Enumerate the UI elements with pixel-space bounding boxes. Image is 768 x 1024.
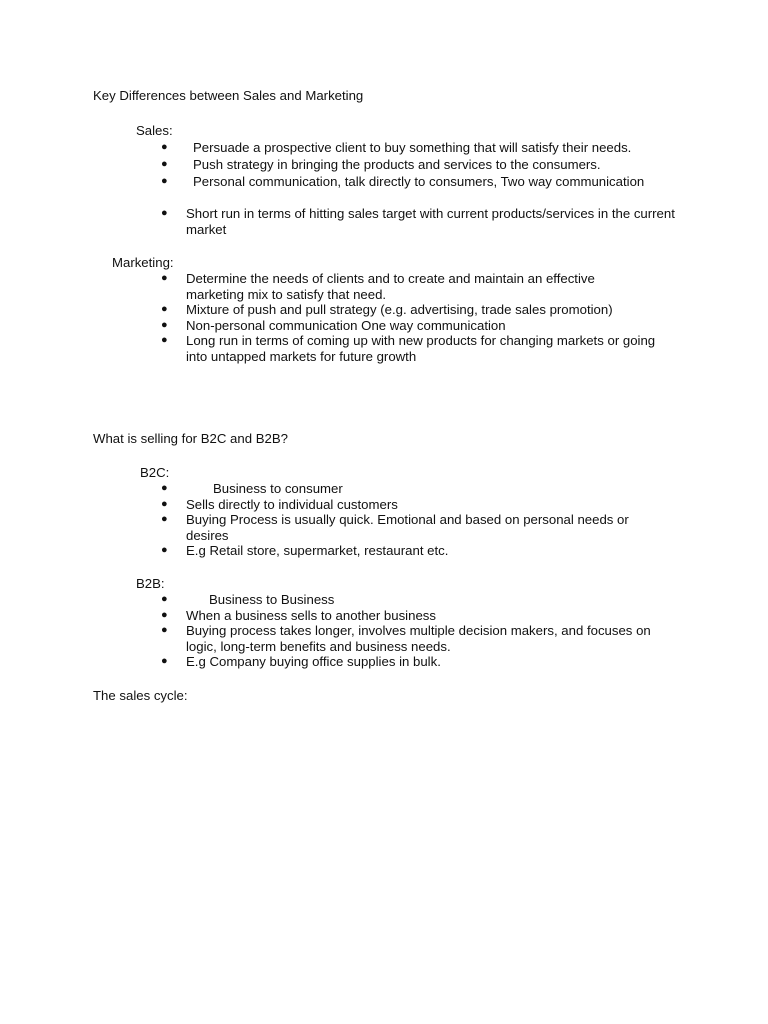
list-item: ● E.g Retail store, supermarket, restaurant etc. [161, 543, 686, 559]
list-item: ● Persuade a prospective client to buy something that will satisfy their needs. [161, 140, 686, 157]
list-item: ● Short run in terms of hitting sales target with current products/services in the current market [161, 206, 676, 237]
marketing-list [161, 271, 686, 364]
section-title-key-differences: Key Differences between Sales and Marketing [93, 88, 364, 103]
list-item: ● Long run in terms of coming up with new products for changing markets or going into untapped markets for future growth [161, 333, 671, 364]
b2c-heading: B2C: [140, 465, 170, 480]
list-item: ● When a business sells to another business [161, 608, 686, 624]
list-item: ● Push strategy in bringing the products and services to the consumers. [161, 157, 686, 174]
section-title-sales-cycle: The sales cycle: [93, 688, 188, 703]
b2c-list [161, 481, 686, 559]
list-item: ● Mixture of push and pull strategy (e.g. advertising, trade sales promotion) [161, 302, 686, 318]
list-item: ● Buying Process is usually quick. Emotional and based on personal needs or desires [161, 512, 671, 543]
sales-heading: Sales: [136, 123, 173, 138]
list-item: ● E.g Company buying office supplies in bulk. [161, 654, 686, 670]
list-item: ● Business to consumer [161, 481, 686, 497]
list-item: ● Non-personal communication One way communication [161, 318, 686, 334]
b2b-list [161, 592, 686, 670]
section-title-b2c-b2b: What is selling for B2C and B2B? [93, 431, 288, 446]
list-item: ● Determine the needs of clients and to create and maintain an effective marketing mix to satisfy that need. [161, 271, 646, 302]
marketing-heading: Marketing: [112, 255, 174, 270]
b2b-heading: B2B: [136, 576, 165, 591]
sales-list [161, 140, 686, 237]
list-item: ● Sells directly to individual customers [161, 497, 686, 513]
list-item: ● Buying process takes longer, involves multiple decision makers, and focuses on logic, long-term benefits and business needs. [161, 623, 676, 654]
list-item: ● Personal communication, talk directly to consumers, Two way communication [161, 174, 676, 206]
list-item: ● Business to Business [161, 592, 686, 608]
